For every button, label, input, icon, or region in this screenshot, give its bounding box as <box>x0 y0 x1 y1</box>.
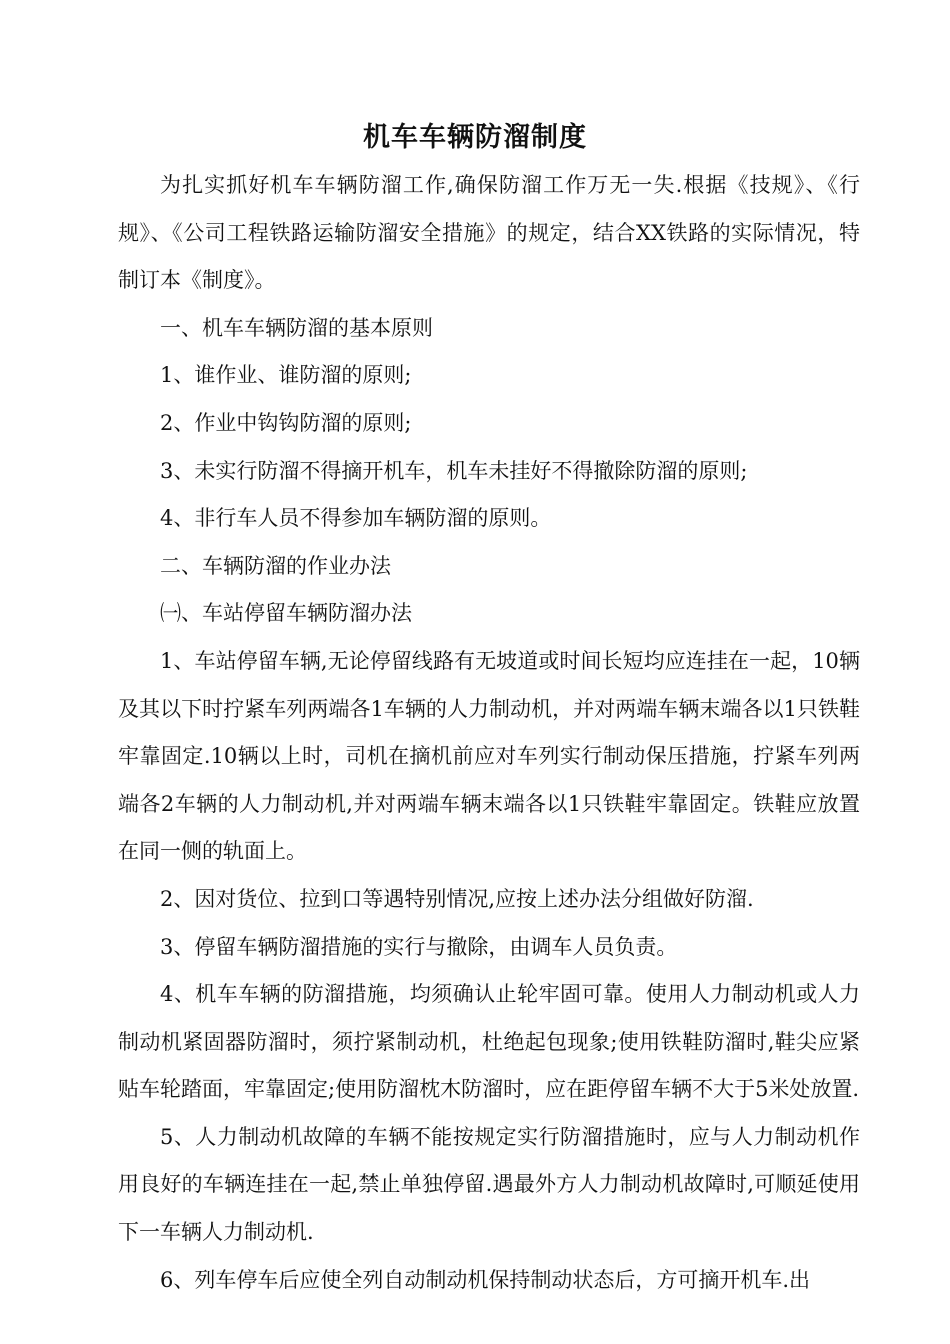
principle-item: 3、未实行防溜不得摘开机车，机车未挂好不得撤除防溜的原则; <box>160 458 748 483</box>
document-body <box>118 162 860 1304</box>
document-title: 机车车辆防溜制度 <box>363 122 587 153</box>
principle-item: 4、非行车人员不得参加车辆防溜的原则。 <box>160 506 552 531</box>
subsection-heading-station: ㈠、车站停留车辆防溜办法 <box>160 601 412 626</box>
method-item: 1、车站停留车辆,无论停留线路有无坡道或时间长短均应连挂在一起，10辆及其以下时拧紧车列两端各1车辆的人力制动机，并对两端车辆末端各以1只铁鞋牢靠固定.10辆以上时，司机在摘机前应对车列实行制动保压措施，拧紧车列两端各2车辆的人力制动机,并对两端车辆末端各以1只铁鞋牢靠固定。铁鞋应放置在同一侧的轨面上。 <box>118 648 860 864</box>
section-heading-methods: 二、车辆防溜的作业办法 <box>160 553 391 578</box>
section-heading-principles: 一、机车车辆防溜的基本原则 <box>160 315 433 340</box>
principle-item: 1、谁作业、谁防溜的原则; <box>160 363 412 388</box>
method-item: 2、因对货位、拉到口等遇特别情况,应按上述办法分组做好防溜. <box>160 886 754 911</box>
method-item: 3、停留车辆防溜措施的实行与撤除，由调车人员负责。 <box>160 934 678 959</box>
method-item: 4、机车车辆的防溜措施，均须确认止轮牢固可靠。使用人力制动机或人力制动机紧固器防溜时，须拧紧制动机，杜绝起包现象;使用铁鞋防溜时,鞋尖应紧贴车轮踏面，牢靠固定;使用防溜枕木防溜时，应在距停留车辆不大于5米处放置. <box>118 982 860 1102</box>
method-item: 6、列车停车后应使全列自动制动机保持制动状态后，方可摘开机车.出 <box>160 1267 811 1292</box>
method-item: 5、人力制动机故障的车辆不能按规定实行防溜措施时，应与人力制动机作用良好的车辆连挂在一起,禁止单独停留.遇最外方人力制动机故障时,可顺延使用下一车辆人力制动机. <box>118 1124 860 1245</box>
paragraph-intro: 为扎实抓好机车车辆防溜工作,确保防溜工作万无一失.根据《技规》、《行规》、《公司工程铁路运输防溜安全措施》的规定，结合XX铁路的实际情况，特制订本《制度》。 <box>118 173 860 293</box>
principle-item: 2、作业中钩钩防溜的原则; <box>160 410 412 435</box>
